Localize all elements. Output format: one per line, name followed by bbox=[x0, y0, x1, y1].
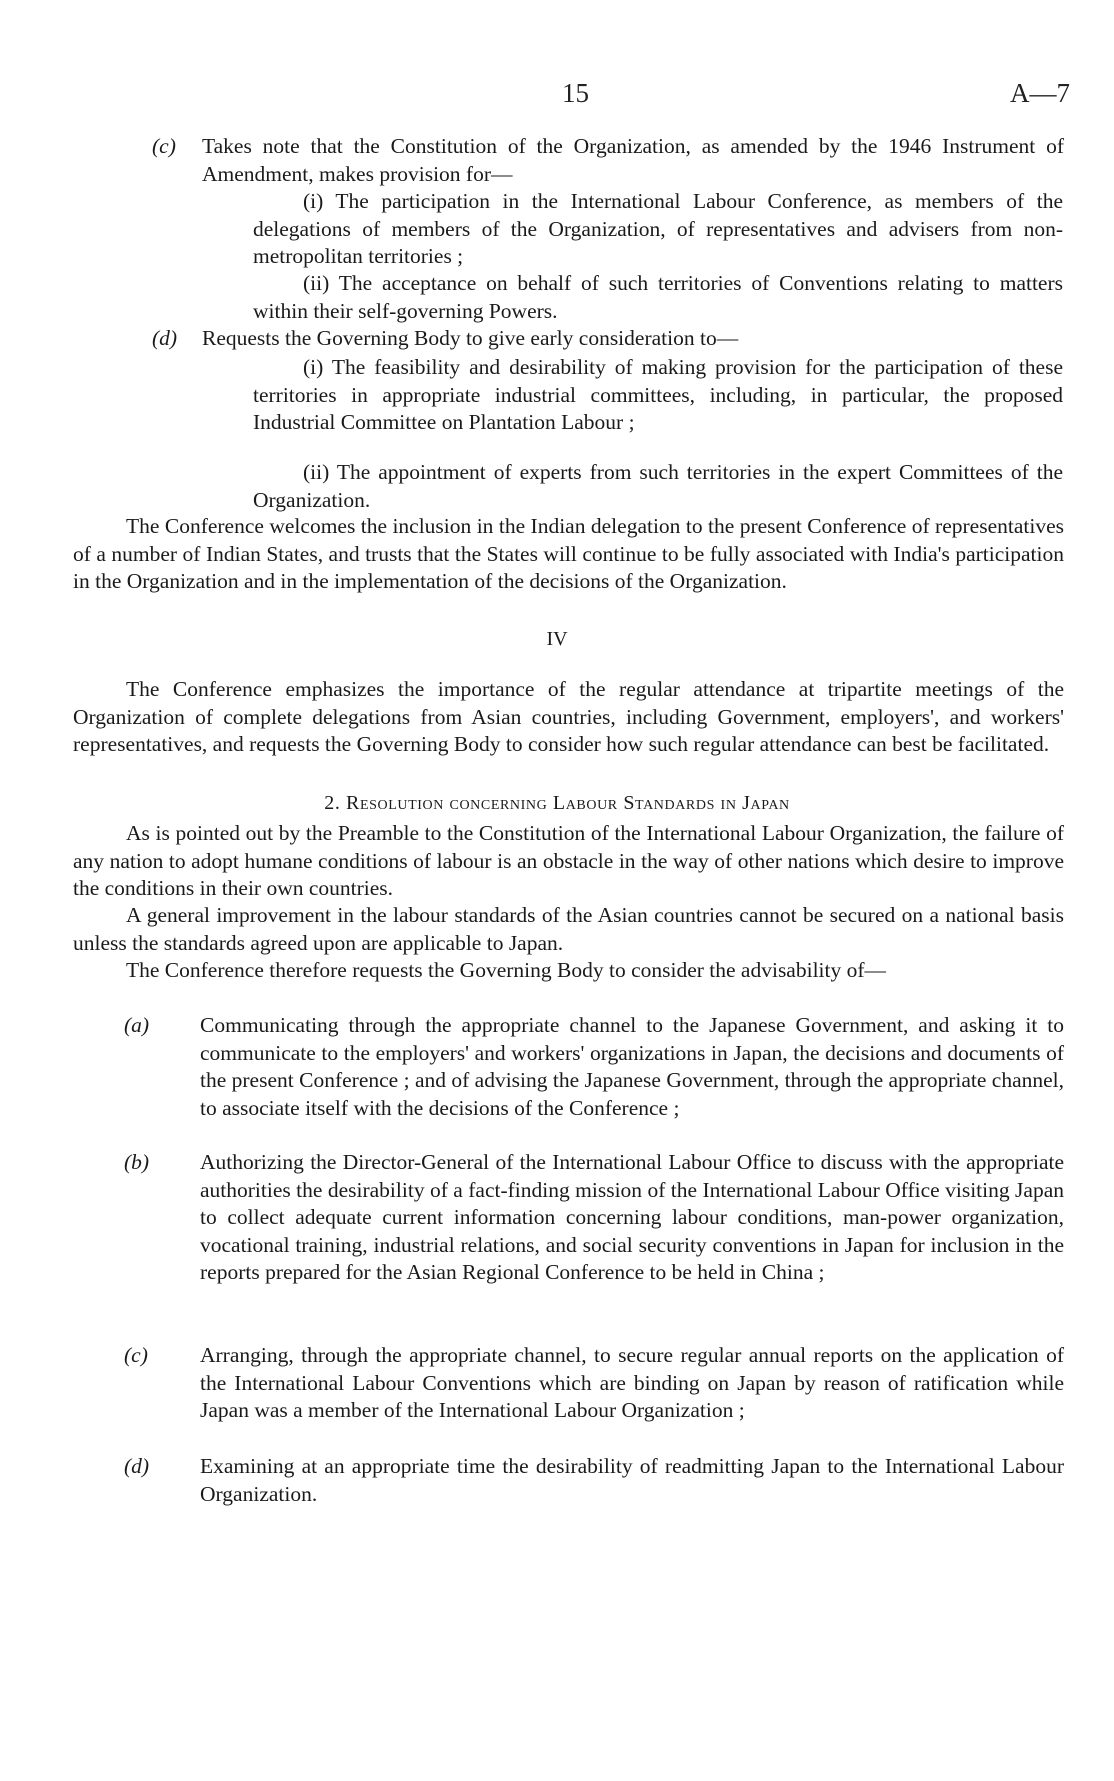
resolution-2-heading: 2. Resolution concerning Labour Standards in Japan bbox=[324, 792, 790, 814]
item-d-label: (d) bbox=[152, 326, 178, 350]
item-c-subitem-i: (i) The participation in the International Labour Conference, as members of the delegations of members of the Organization, of representatives and advisers from non-metropolitan territories ; bbox=[253, 189, 1063, 268]
document-reference: A—7 bbox=[1010, 78, 1070, 108]
resolution-item-d bbox=[124, 1453, 1064, 1508]
resolution-paragraph-1: As is pointed out by the Preamble to the Constitution of the International Labour Organization, the failure of any nation to adopt humane conditions of labour is an obstacle in the way of other nations which desire to improve the conditions in their own countries. bbox=[73, 821, 1064, 900]
resolution-item-d-text: Examining at an appropriate time the desirability of readmitting Japan to the International Labour Organization. bbox=[200, 1454, 1064, 1506]
item-d-text: Requests the Governing Body to give early consideration to— bbox=[202, 326, 739, 350]
item-c-subitem-ii: (ii) The acceptance on behalf of such territories of Conventions relating to matters within their self-governing Powers. bbox=[253, 271, 1063, 323]
resolution-paragraph-3: The Conference therefore requests the Governing Body to consider the advisability of— bbox=[126, 958, 887, 982]
closing-paragraph: The Conference welcomes the inclusion in the Indian delegation to the present Conference of representatives of a number of Indian States, and trusts that the States will continue to be fully associated with India's participation in the Organization and in the implementation of the decisions of the Organization. bbox=[73, 514, 1064, 593]
resolution-item-c-text: Arranging, through the appropriate channel, to secure regular annual reports on the application of the International Labour Conventions which are binding on Japan by reason of ratification while Japan was a member of the International Labour Organization ; bbox=[200, 1343, 1064, 1422]
resolution-paragraph-2: A general improvement in the labour standards of the Asian countries cannot be secured on a national basis unless the standards agreed upon are applicable to Japan. bbox=[73, 903, 1064, 955]
item-d bbox=[152, 325, 1064, 353]
item-c-text: Takes note that the Constitution of the Organization, as amended by the 1946 Instrument of Amendment, makes provision for— bbox=[202, 134, 1064, 186]
section-iv-paragraph: The Conference emphasizes the importance of the regular attendance at tripartite meetings of the Organization of complete delegations from Asian countries, including Government, employers', and workers' representatives, and requests the Governing Body to consider how such regular attendance can best be facilitated. bbox=[73, 677, 1064, 756]
page-number: 15 bbox=[562, 78, 589, 108]
resolution-item-b-label: (b) bbox=[124, 1150, 150, 1174]
section-iv-numeral: IV bbox=[546, 628, 568, 650]
resolution-item-d-label: (d) bbox=[124, 1454, 150, 1478]
item-d-subitem-ii: (ii) The appointment of experts from such territories in the expert Committees of the Organization. bbox=[253, 460, 1063, 512]
item-d-subitem-i: (i) The feasibility and desirability of making provision for the participation of these territories in appropriate industrial committees, including, in particular, the proposed Industrial Committee on Plantation Labour ; bbox=[253, 355, 1063, 434]
resolution-item-a-label: (a) bbox=[124, 1013, 150, 1037]
resolution-item-a bbox=[124, 1012, 1064, 1122]
item-c-label: (c) bbox=[152, 134, 176, 158]
resolution-item-b-text: Authorizing the Director-General of the International Labour Office to discuss with the appropriate authorities the desirability of a fact-finding mission of the International Labour Office visiting Japan to collect adequate current information concerning labour conditions, man-power organization, vocational training, industrial relations, and social security conventions in Japan for inclusion in the reports prepared for the Asian Regional Conference to be held in China ; bbox=[200, 1150, 1064, 1284]
resolution-item-c-label: (c) bbox=[124, 1343, 148, 1367]
resolution-item-c bbox=[124, 1342, 1064, 1425]
resolution-item-a-text: Communicating through the appropriate channel to the Japanese Government, and asking it to communicate to the employers' and workers' organizations in Japan, the decisions and documents of the present Conference ; and of advising the Japanese Government, through the appropriate channel, to associate itself with the decisions of the Conference ; bbox=[200, 1013, 1064, 1120]
resolution-item-b bbox=[124, 1149, 1064, 1287]
item-c bbox=[152, 133, 1064, 188]
